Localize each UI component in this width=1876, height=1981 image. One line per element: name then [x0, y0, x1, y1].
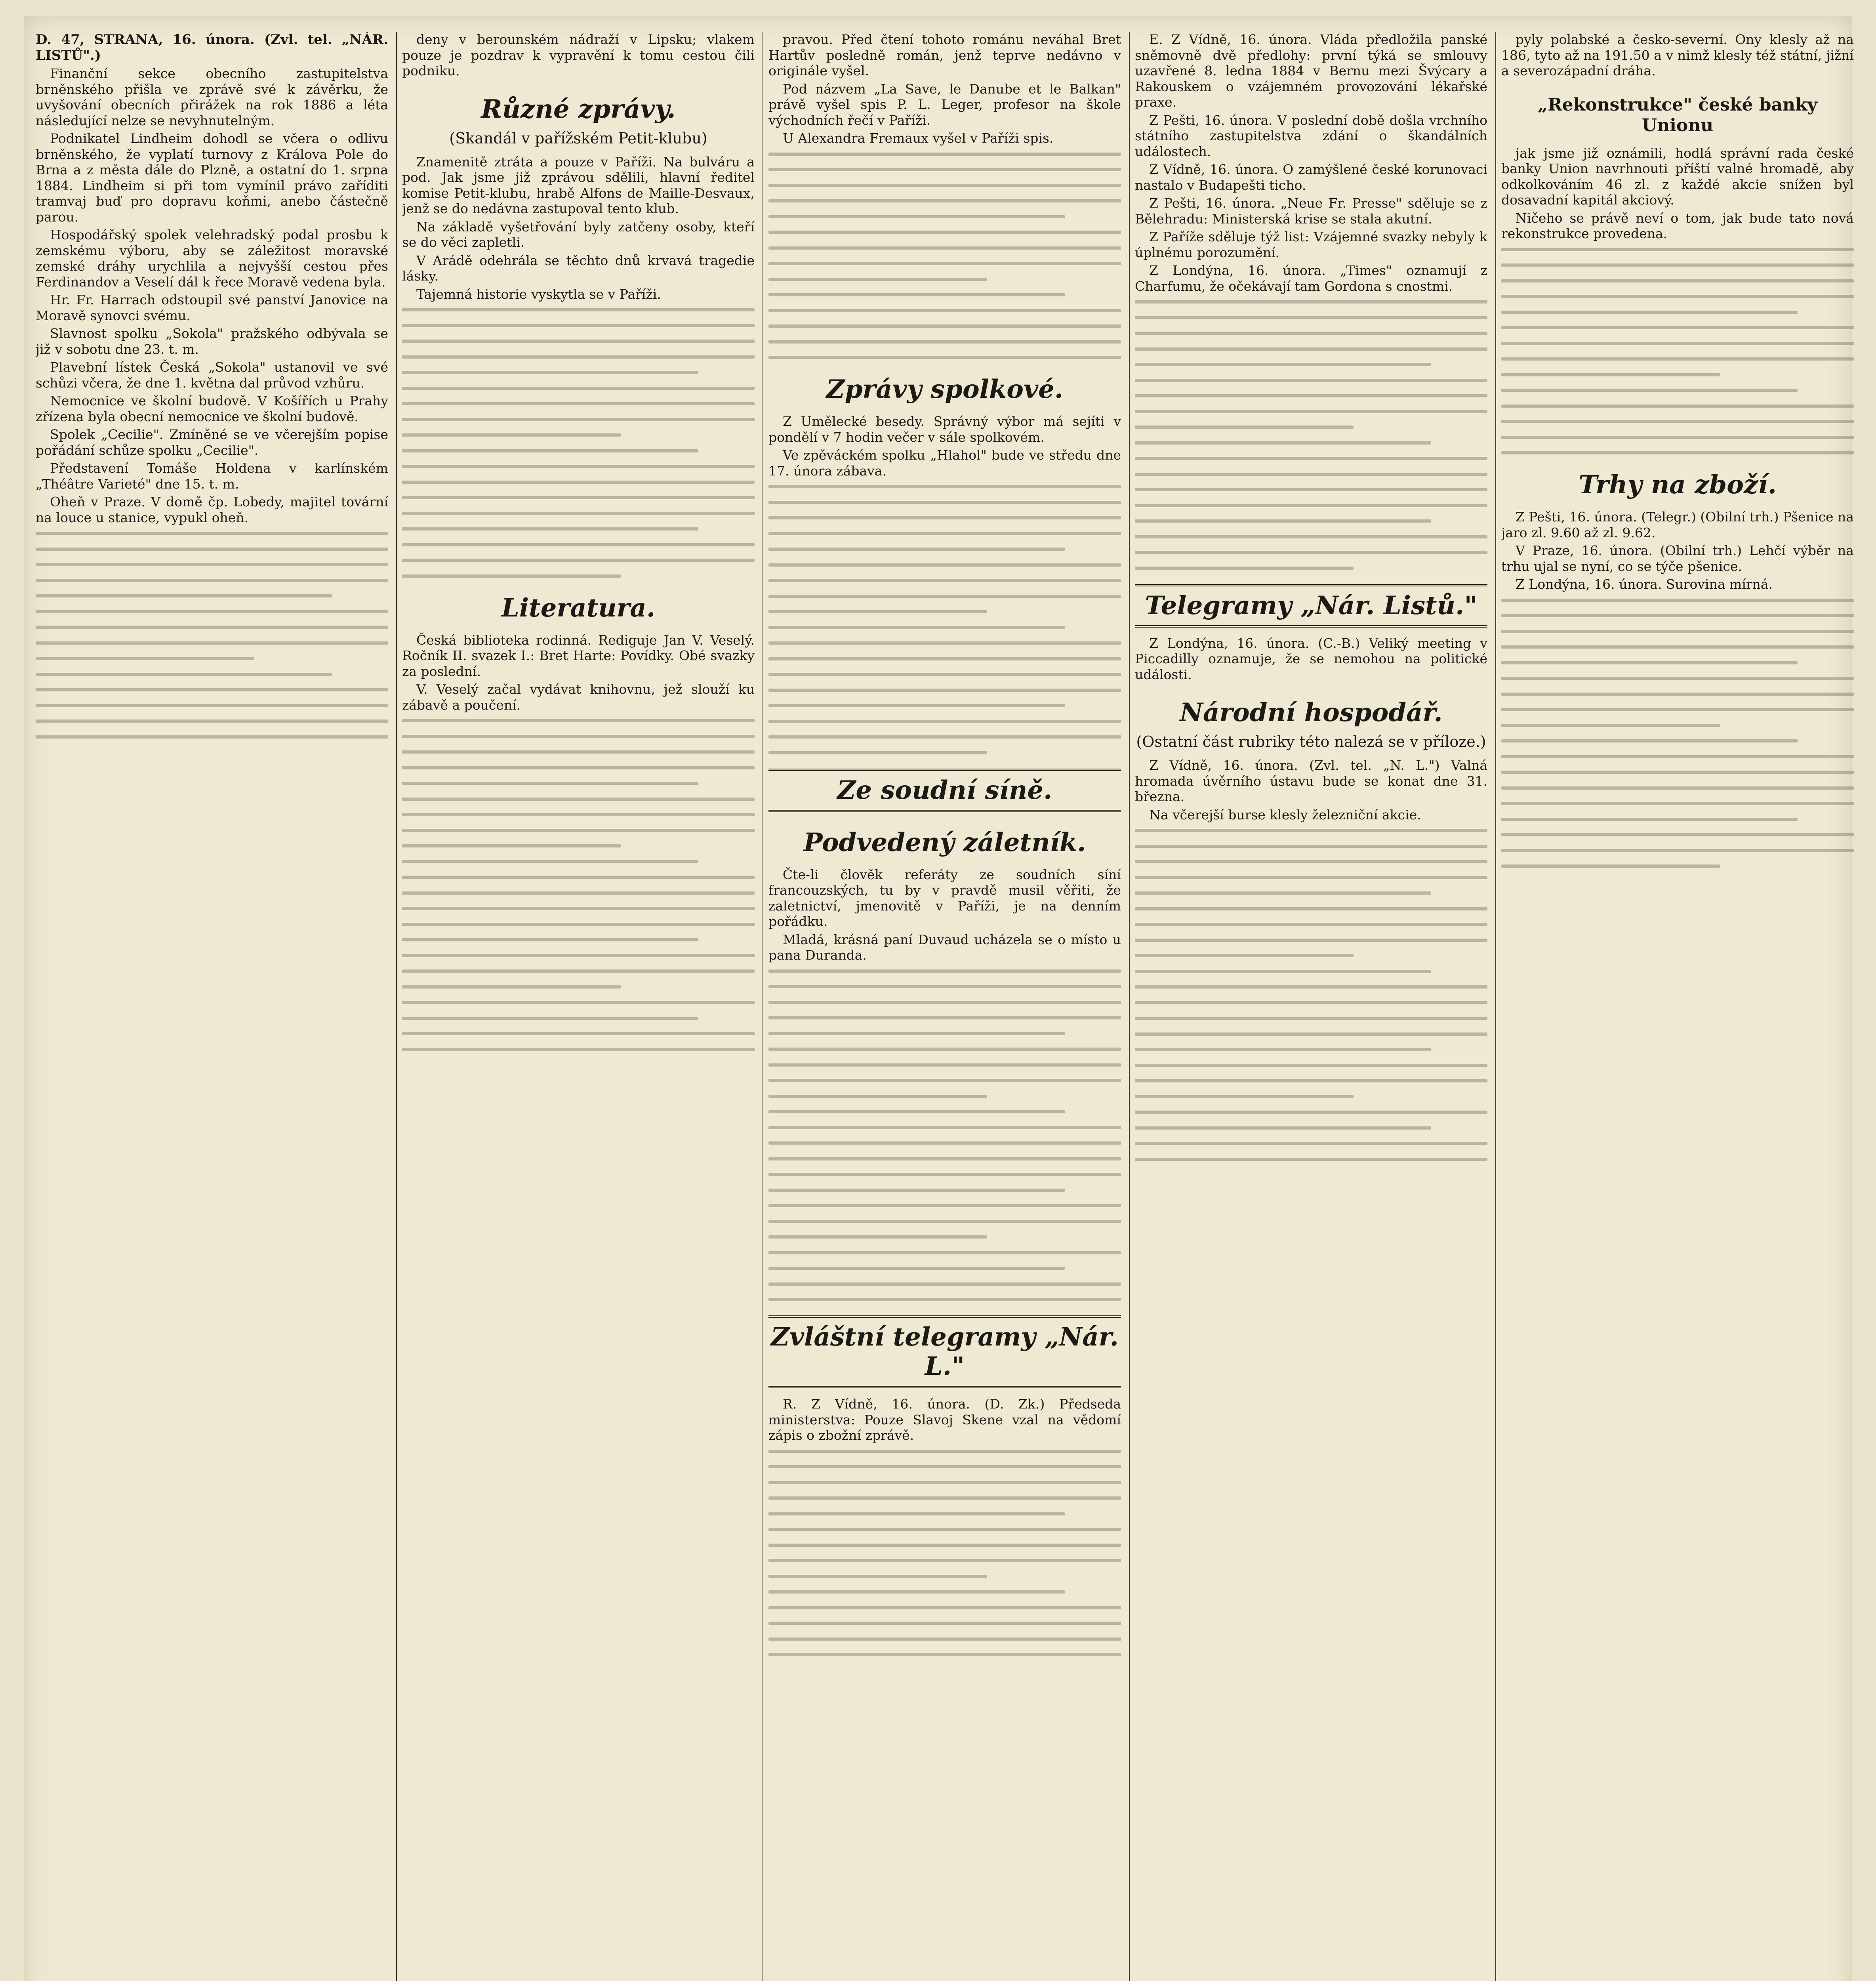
- text-line: [402, 798, 755, 801]
- text-line: [1135, 551, 1487, 554]
- text-line: [768, 548, 1065, 551]
- text-line: [402, 402, 755, 405]
- text-line: [1135, 473, 1487, 476]
- paragraph: Z Londýna, 16. února. (C.-B.) Veliký meeting v Piccadilly oznamuje, že se nemohou na politické události.: [1135, 635, 1487, 682]
- text-line: [1501, 739, 1798, 742]
- text-line: [768, 735, 1121, 739]
- paragraph: Hospodářský spolek velehradský podal prosbu k zemskému výboru, aby se záležitost moravské zemské dráhy urychlila a nejvyšší cestou přes Ferdinandov a Veselí dál k řece Moravě vedena byla.: [36, 227, 388, 290]
- text-line: [768, 1204, 1121, 1207]
- text-line: [1501, 677, 1854, 680]
- text-line: [768, 641, 1121, 645]
- text-line: [768, 501, 1121, 504]
- section-heading: Trhy na zboží.: [1579, 470, 1777, 500]
- text-line: [768, 309, 1121, 312]
- text-line: [402, 891, 755, 895]
- text-line: [1501, 708, 1854, 711]
- text-line: [1135, 985, 1487, 989]
- text-line: [1501, 342, 1854, 345]
- text-line: [1135, 1142, 1487, 1145]
- text-line: [1135, 891, 1431, 895]
- text-line: [768, 1496, 1121, 1500]
- paragraph: Pod názvem „La Save, le Danube et le Balkan" právě vyšel spis P. L. Leger, profesor na škole východních řečí v Paříži.: [768, 81, 1121, 128]
- text-line: [768, 985, 1121, 988]
- text-line: [1501, 661, 1798, 664]
- text-line: [768, 595, 1121, 598]
- text-line: [1501, 451, 1854, 454]
- text-line: [768, 168, 1121, 171]
- text-line: [1501, 724, 1720, 727]
- section-heading: Literatura.: [501, 593, 656, 623]
- paragraph: jak jsme již oznámili, hodlá správní rada české banky Union navrhnouti příští valné hromadě, aby odkolkováním 46 zl. z každé akcie snížen byl dosavadní kapitál akciový.: [1501, 145, 1854, 208]
- paragraph: Z Paříže sděluje týž list: Vzájemné svazky nebyly k úplnému porozumění.: [1135, 229, 1487, 260]
- text-line: [1501, 357, 1854, 361]
- column-rule: [1129, 32, 1130, 1981]
- text-line: [402, 813, 755, 816]
- text-line: [768, 215, 1065, 218]
- text-line: [1135, 410, 1487, 413]
- column-rule: [1495, 32, 1496, 1981]
- text-line: [768, 532, 1121, 535]
- text-line: [1501, 771, 1854, 774]
- text-line: [768, 262, 1121, 265]
- text-line: [402, 985, 621, 989]
- text-placeholder: [1501, 595, 1854, 868]
- text-line: [1501, 279, 1854, 282]
- text-line: [402, 433, 621, 437]
- text-line: [1501, 849, 1854, 852]
- text-line: [36, 610, 388, 613]
- text-line: [402, 465, 755, 468]
- text-line: [768, 1141, 1121, 1145]
- text-line: [402, 970, 755, 973]
- section-heading: Zvláštní telegramy „Nár. L.": [768, 1315, 1121, 1388]
- paragraph: Podnikatel Lindheim dohodl se včera o odlivu brněnského, že vyplatí turnovy z Králova Pole do Brna a z města dále do Plzně, a ostatní do 1. srpna 1884. Lindheim si při tom vymínil právo zaříditi tramvaj buď pro dopravu koňmi, anebo částečně parou.: [36, 131, 388, 225]
- text-line: [768, 1079, 1121, 1082]
- text-line: [1135, 363, 1431, 366]
- text-line: [768, 1016, 1121, 1019]
- text-placeholder: [768, 966, 1121, 1302]
- text-line: [402, 1048, 755, 1051]
- text-line: [402, 387, 755, 390]
- paragraph: Ve zpěváckém spolku „Hlahol" bude ve středu dne 17. února zábava.: [768, 447, 1121, 479]
- text-line: [768, 1465, 1121, 1468]
- text-placeholder: [768, 481, 1121, 754]
- text-line: [768, 1512, 1065, 1515]
- text-line: [1135, 300, 1487, 303]
- text-line: [1135, 488, 1487, 491]
- text-line: [768, 1032, 1065, 1035]
- text-line: [768, 1637, 1121, 1641]
- text-line: [1501, 405, 1854, 408]
- text-placeholder: [1135, 825, 1487, 1161]
- text-line: [1501, 755, 1854, 758]
- text-line: [1135, 923, 1487, 926]
- text-line: [768, 340, 1121, 344]
- text-line: [1135, 876, 1487, 879]
- text-line: [768, 278, 987, 281]
- text-line: [402, 512, 755, 515]
- paragraph: Z Pešti, 16. února. (Telegr.) (Obilní trh.) Pšenice na jaro zl. 9.60 až zl. 9.62.: [1501, 509, 1854, 540]
- paragraph: pyly polabské a česko-severní. Ony klesly až na 186, tyto až na 191.50 a v nimž klesly též státní, jižní a severozápadní dráha.: [1501, 32, 1854, 78]
- text-line: [768, 153, 1121, 156]
- text-placeholder: [768, 1446, 1121, 1657]
- text-line: [402, 355, 755, 359]
- text-line: [402, 844, 621, 847]
- story-heading: Podvedený záletník.: [803, 827, 1086, 857]
- text-line: [1501, 693, 1854, 696]
- text-line: [768, 516, 1121, 519]
- text-line: [402, 750, 755, 754]
- text-line: [1501, 630, 1854, 633]
- text-line: [402, 371, 698, 374]
- column-2: [402, 32, 755, 1981]
- text-line: [1135, 1064, 1487, 1067]
- text-line: [768, 1282, 1121, 1286]
- paragraph: V Arádě odehrála se těchto dnů krvavá tragedie lásky.: [402, 252, 755, 284]
- text-line: [1135, 1079, 1487, 1082]
- text-line: [1135, 441, 1431, 445]
- text-line: [36, 657, 254, 660]
- text-line: [402, 559, 755, 562]
- text-line: [768, 720, 1121, 723]
- text-line: [36, 641, 388, 645]
- text-placeholder: [1501, 244, 1854, 455]
- text-line: [768, 1063, 1121, 1067]
- section-heading: „Rekonstrukce" české banky Unionu: [1537, 94, 1818, 136]
- text-line: [768, 1220, 1121, 1223]
- column-rule: [396, 32, 397, 1981]
- text-line: [1135, 1017, 1487, 1020]
- text-line: [768, 563, 1121, 567]
- text-line: [768, 1298, 1121, 1301]
- text-line: [1135, 457, 1487, 460]
- paragraph: Z Londýna, 16. února. „Times" oznamují z Charfumu, že očekávají tam Gordona s cnostmi.: [1135, 263, 1487, 294]
- running-head: D. 47, STRANA, 16. února. (Zvl. tel. „NÁR. LISTŮ".): [36, 32, 388, 63]
- text-line: [768, 1450, 1121, 1453]
- paragraph: Z Pešti, 16. února. V poslední době došla vrchního státního zastupitelstva zdání o škandálních událostech.: [1135, 112, 1487, 159]
- text-line: [768, 1590, 1065, 1594]
- text-line: [36, 563, 388, 566]
- text-line: [768, 1653, 1121, 1656]
- text-line: [768, 246, 1121, 250]
- text-line: [36, 548, 388, 551]
- paragraph: Ničeho se právě neví o tom, jak bude tato nová rekonstrukce provedena.: [1501, 210, 1854, 241]
- paragraph: V Praze, 16. února. (Obilní trh.) Lehčí výběr na trhu ujal se nyní, co se týče pšenice.: [1501, 543, 1854, 574]
- text-line: [768, 970, 1121, 973]
- text-placeholder: [1135, 296, 1487, 570]
- text-line: [1501, 599, 1854, 602]
- text-line: [1501, 818, 1798, 821]
- text-placeholder: [402, 715, 755, 1051]
- text-line: [1135, 1095, 1354, 1098]
- text-line: [1501, 311, 1798, 314]
- paragraph: Oheň v Praze. V domě čp. Lobedy, majitel tovární na louce u stanice, vypukl oheň.: [36, 494, 388, 525]
- paragraph: U Alexandra Fremaux vyšel v Paříži spis.: [783, 130, 1054, 146]
- text-line: [768, 1622, 1121, 1625]
- paragraph: Plavební lístek Česká „Sokola" ustanovil ve své schůzi včera, že dne 1. května dal průvod vzhůru.: [36, 359, 388, 391]
- text-line: [1135, 907, 1487, 910]
- text-line: [402, 418, 755, 421]
- text-line: [1135, 1032, 1487, 1036]
- column-1: [36, 32, 388, 1981]
- text-line: [768, 1001, 1121, 1004]
- text-line: [768, 1606, 1121, 1609]
- text-line: [402, 1017, 698, 1020]
- text-line: [1135, 860, 1487, 863]
- text-line: [36, 735, 388, 739]
- text-line: [768, 610, 987, 613]
- text-line: [36, 688, 388, 691]
- text-line: [768, 1251, 1121, 1254]
- paragraph: Slavnost spolku „Sokola" pražského odbývala se již v sobotu dne 23. t. m.: [36, 326, 388, 357]
- text-line: [1135, 567, 1354, 570]
- paragraph: Na včerejší burse klesly železniční akcie.: [1149, 807, 1421, 823]
- text-line: [768, 1235, 987, 1239]
- text-line: [402, 860, 698, 863]
- text-line: [1135, 519, 1431, 523]
- text-line: [768, 1559, 1121, 1562]
- text-line: [768, 199, 1121, 202]
- text-line: [1135, 1158, 1487, 1161]
- text-line: [1135, 394, 1487, 397]
- paragraph: Představení Tomáše Holdena v karlínském „Théâtre Varieté" dne 15. t. m.: [36, 460, 388, 492]
- text-line: [768, 751, 987, 754]
- text-line: [768, 1575, 987, 1578]
- paragraph: Spolek „Cecilie". Zmíněné se ve včerejším popise pořádání schůze spolku „Cecilie".: [36, 427, 388, 458]
- text-line: [768, 579, 1121, 582]
- column-4: [1135, 32, 1487, 1981]
- text-line: [768, 1095, 987, 1098]
- text-line: [402, 876, 755, 879]
- text-line: [402, 954, 755, 957]
- text-line: [768, 1528, 1121, 1531]
- text-line: [768, 1544, 1121, 1547]
- text-line: [768, 1481, 1121, 1484]
- paragraph: Finanční sekce obecního zastupitelstva brněnského přišla ve zprávě své k závěrku, že uvyšování obecních přirážek na rok 1886 a léta následující nelze se nevyhnutelným.: [36, 66, 388, 128]
- text-line: [1135, 379, 1487, 382]
- paragraph: Z Vídně, 16. února. O zamýšlené české korunovaci nastalo v Budapešti ticho.: [1135, 162, 1487, 193]
- text-line: [768, 356, 1121, 359]
- paragraph: V. Veselý začal vydávat knihovnu, jež slouží ku zábavě a poučení.: [402, 681, 755, 713]
- text-line: [402, 719, 755, 722]
- text-line: [1501, 263, 1854, 267]
- text-line: [1135, 829, 1487, 832]
- text-line: [1501, 614, 1854, 617]
- text-line: [402, 782, 698, 785]
- text-line: [768, 293, 1065, 296]
- text-line: [402, 1001, 755, 1004]
- text-line: [402, 496, 755, 499]
- text-line: [402, 449, 698, 452]
- text-line: [36, 626, 388, 629]
- text-line: [1135, 1001, 1487, 1004]
- text-line: [1501, 420, 1854, 423]
- text-line: [768, 1173, 1121, 1176]
- column-3: [768, 32, 1121, 1981]
- text-line: [1135, 535, 1487, 538]
- text-line: [768, 1267, 1065, 1270]
- paragraph: Mladá, krásná paní Duvaud ucházela se o místo u pana Duranda.: [768, 931, 1121, 963]
- paragraph: Nemocnice ve školní budově. V Košířích u Prahy zřízena byla obecní nemocnice ve školní budově.: [36, 393, 388, 424]
- text-line: [1501, 326, 1854, 329]
- paragraph: deny v berounském nádraží v Lipsku; vlakem pouze je pozdrav k vypravění k tomu cestou čili podniku.: [402, 32, 755, 78]
- text-line: [402, 907, 755, 910]
- text-line: [768, 689, 1121, 692]
- text-line: [36, 719, 388, 723]
- text-line: [1135, 316, 1487, 319]
- text-line: [402, 829, 755, 832]
- text-line: [768, 485, 1121, 488]
- paragraph: pravou. Před čtení tohoto románu neváhal Bret Hartův posledně román, jenž teprve nedávno v originále vyšel.: [768, 32, 1121, 78]
- text-line: [402, 324, 755, 327]
- section-heading: Různé zprávy.: [481, 94, 676, 124]
- paragraph: Z Umělecké besedy. Správný výbor má sejíti v pondělí v 7 hodin večer v sále spolkovém.: [768, 414, 1121, 445]
- text-line: [1135, 347, 1487, 351]
- paragraph: Znamenitě ztráta a pouze v Paříži. Na bulváru a pod. Jak jsme již zprávou sdělili, hlavní ředitel komise Petit-klubu, hrabě Alfons de Maille-Desvaux, jenž se do nedávna zastupoval tento klub.: [402, 154, 755, 216]
- text-line: [1135, 1126, 1431, 1130]
- text-line: [1135, 332, 1487, 335]
- text-line: [36, 673, 332, 676]
- paragraph: E. Z Vídně, 16. února. Vláda předložila panské sněmovně dvě předlohy: první týká se smlouvy uzavřené 8. ledna 1884 v Bernu mezi Švýcary a Rakouskem o vzájemném provozování lékařské praxe.: [1135, 32, 1487, 110]
- paragraph: Tajemná historie vyskytla se v Paříži.: [416, 286, 661, 302]
- section-heading: Národní hospodář.: [1180, 698, 1443, 727]
- text-line: [402, 938, 698, 941]
- text-placeholder: [36, 528, 388, 739]
- text-line: [1135, 1111, 1487, 1114]
- text-line: [1501, 865, 1720, 868]
- text-line: [768, 704, 1065, 707]
- text-placeholder: [768, 149, 1121, 359]
- text-line: [1135, 426, 1354, 429]
- paragraph: Z Vídně, 16. února. (Zvl. tel. „N. L.") Valná hromada úvěrního ústavu bude se konat dne 31. března.: [1135, 758, 1487, 804]
- newspaper-page: [24, 16, 1852, 1981]
- section-subheading: (Ostatní část rubriky této nalezá se v příloze.): [1136, 733, 1486, 750]
- text-line: [36, 704, 388, 707]
- text-line: [402, 543, 755, 546]
- text-line: [1135, 845, 1487, 848]
- section-heading: Zprávy spolkové.: [826, 374, 1064, 404]
- text-line: [1135, 970, 1431, 973]
- text-line: [402, 527, 698, 531]
- text-line: [768, 626, 1065, 629]
- text-line: [1501, 373, 1720, 376]
- text-line: [1501, 248, 1854, 251]
- text-line: [768, 1126, 1121, 1129]
- text-line: [36, 532, 388, 535]
- text-line: [36, 594, 332, 597]
- text-line: [1135, 504, 1487, 507]
- text-placeholder: [402, 304, 755, 578]
- text-line: [1501, 833, 1854, 836]
- paragraph: Hr. Fr. Harrach odstoupil své panství Janovice na Moravě synovci svému.: [36, 292, 388, 323]
- text-line: [1135, 1048, 1431, 1051]
- paragraph: Z Pešti, 16. února. „Neue Fr. Presse" sděluje se z Bělehradu: Ministerská krise se stala akutní.: [1135, 195, 1487, 227]
- text-line: [402, 923, 755, 926]
- paragraph: Na základě vyšetřování byly zatčeny osoby, kteří se do věci zapletli.: [402, 219, 755, 250]
- text-line: [36, 579, 388, 582]
- text-line: [1501, 645, 1854, 649]
- text-line: [1501, 436, 1854, 439]
- text-line: [768, 673, 1121, 676]
- text-line: [402, 1032, 755, 1035]
- text-line: [1501, 786, 1854, 790]
- text-line: [768, 1157, 1121, 1160]
- text-line: [402, 481, 755, 484]
- text-line: [1501, 802, 1854, 805]
- text-line: [768, 657, 1121, 660]
- text-line: [402, 340, 755, 343]
- text-line: [402, 766, 755, 769]
- text-line: [768, 324, 1121, 328]
- paragraph: Čte-li člověk referáty ze soudních síní francouzských, tu by v pravdě musil věřiti, že zaletnictví, jmenovitě v Paříži, je na denním pořádku.: [768, 866, 1121, 929]
- text-line: [768, 231, 1121, 234]
- text-line: [768, 1110, 1065, 1113]
- text-line: [1135, 939, 1487, 942]
- text-line: [768, 1048, 1121, 1051]
- text-line: [402, 735, 755, 738]
- paragraph: Z Londýna, 16. února. Surovina mírná.: [1516, 576, 1773, 592]
- section-heading: Ze soudní síně.: [768, 769, 1121, 812]
- text-line: [402, 308, 755, 311]
- column-5: [1501, 32, 1854, 1981]
- text-line: [768, 1189, 1065, 1192]
- text-line: [1135, 954, 1354, 957]
- paragraph: Česká biblioteka rodinná. Rediguje Jan V. Veselý. Ročník II. svazek I.: Bret Harte: Povídky. Obé svazky za poslední.: [402, 632, 755, 679]
- section-heading: Telegramy „Nár. Listů.": [1135, 584, 1487, 628]
- text-line: [768, 184, 1121, 187]
- paragraph: R. Z Vídně, 16. února. (D. Zk.) Předseda ministerstva: Pouze Slavoj Skene vzal na vědomí zápis o zbožní zprávě.: [768, 1396, 1121, 1443]
- section-subheading: (Skandál v pařížském Petit-klubu): [449, 129, 707, 147]
- text-line: [402, 574, 621, 578]
- text-line: [1501, 295, 1854, 298]
- text-line: [1501, 389, 1798, 392]
